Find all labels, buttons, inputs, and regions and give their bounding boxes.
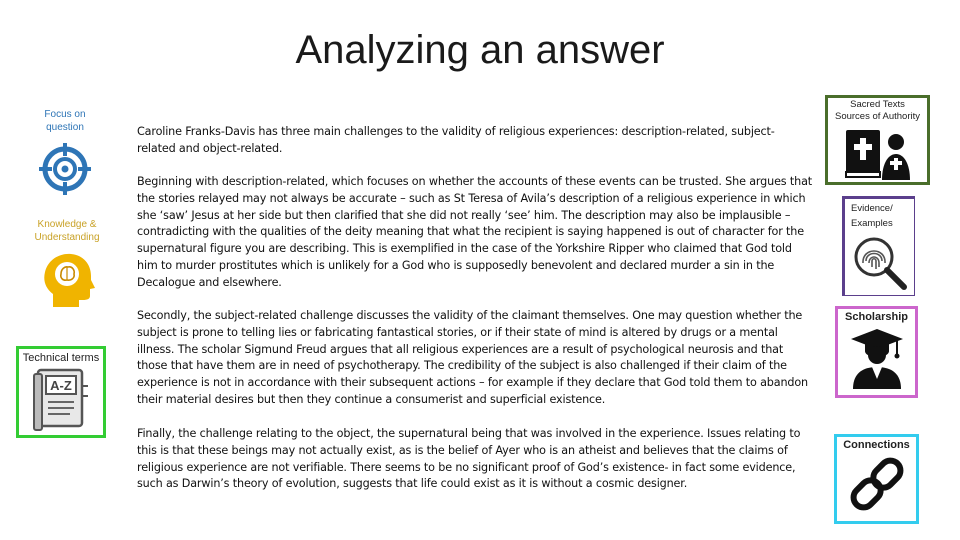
sacred-label-line2: Sources of Authority	[834, 111, 921, 122]
dictionary-az-icon	[30, 366, 92, 432]
bible-priest-icon	[838, 124, 918, 182]
knowledge-label-line2: Understanding	[34, 232, 100, 243]
scholarship-label: Scholarship	[845, 311, 908, 323]
technical-terms-badge	[16, 346, 106, 438]
knowledge-label-line1: Knowledge &	[37, 219, 97, 230]
slide-title: Analyzing an answer	[295, 28, 665, 72]
technical-terms-label: Technical terms	[22, 352, 100, 364]
paragraph-intro: Caroline Franks-Davis has three main challenges to the validity of religious experiences: description-related, subject-related and object-related.	[137, 125, 775, 155]
scholarship-badge	[835, 306, 918, 398]
paragraph-description-related: Beginning with description-related, which focuses on whether the accounts of these events can be trusted. She argues that the stories relayed may not always be accurate – such as St Teresa of Avila’s description of a religious experience in which she ‘saw’ Jesus at her side but then clarified that she did not really ‘see’ him. The description may also be implausible – contradicting with the qualities of the deity meaning that what the recipient is saying happened is out of character for the supernatural figure you are describing. This is exemplified in the case of the Yorkshire Ripper who claimed that God told him to murder prostitutes which is unlikely for a God who is supposedly benevolent and declared murder a sin in the Decalogue and elsewhere.	[137, 175, 813, 289]
fingerprint-magnifier-icon	[848, 231, 912, 295]
focus-label-line1: Focus on	[44, 109, 86, 120]
head-brain-icon	[39, 250, 95, 308]
focus-on-question-badge	[22, 108, 108, 196]
svg-text:A-Z: A-Z	[50, 378, 72, 393]
connections-badge	[834, 434, 919, 524]
focus-label-line2: question	[46, 122, 84, 133]
sacred-texts-badge	[825, 95, 930, 185]
sacred-label-line1: Sacred Texts	[850, 99, 905, 110]
target-icon	[38, 142, 92, 196]
knowledge-understanding-badge	[22, 218, 112, 308]
evidence-examples-badge	[842, 196, 915, 296]
evidence-label-line1: Evidence/	[851, 203, 893, 214]
connections-label: Connections	[843, 439, 910, 451]
evidence-label-line2: Examples	[851, 218, 893, 229]
paragraph-object-related: Finally, the challenge relating to the object, the supernatural being that was involved in the experience. Issues relating to this is that these beings may not actually exist, as is the belief of Ayer who is an atheist and believes that the claims of religious experience are not verifiable. There seems to be no significant proof of God’s existence- in fact some evidence, such as Darwin’s theory of evolution, suggests that life could exist as it is without a cosmic designer.	[137, 427, 801, 491]
paragraph-subject-related: Secondly, the subject-related challenge discusses the validity of the claimant themselves. One may question whether the subject is prone to telling lies or fabricating fantastical stories, or if their state of mind is altered by drugs or a mental illness. The scholar Sigmund Freud argues that all religious experiences are a result of psychological neurosis and that those that have them are in need of psychotherapy. The credibility of the subject is also challenged if their claim of the experience is not in accordance with their subsequent actions – for example if they declare that God told them to abandon their material desires but then they continue a consumerist and superficial existence.	[137, 309, 808, 406]
graduate-icon	[847, 325, 907, 391]
chain-link-icon	[847, 453, 907, 515]
